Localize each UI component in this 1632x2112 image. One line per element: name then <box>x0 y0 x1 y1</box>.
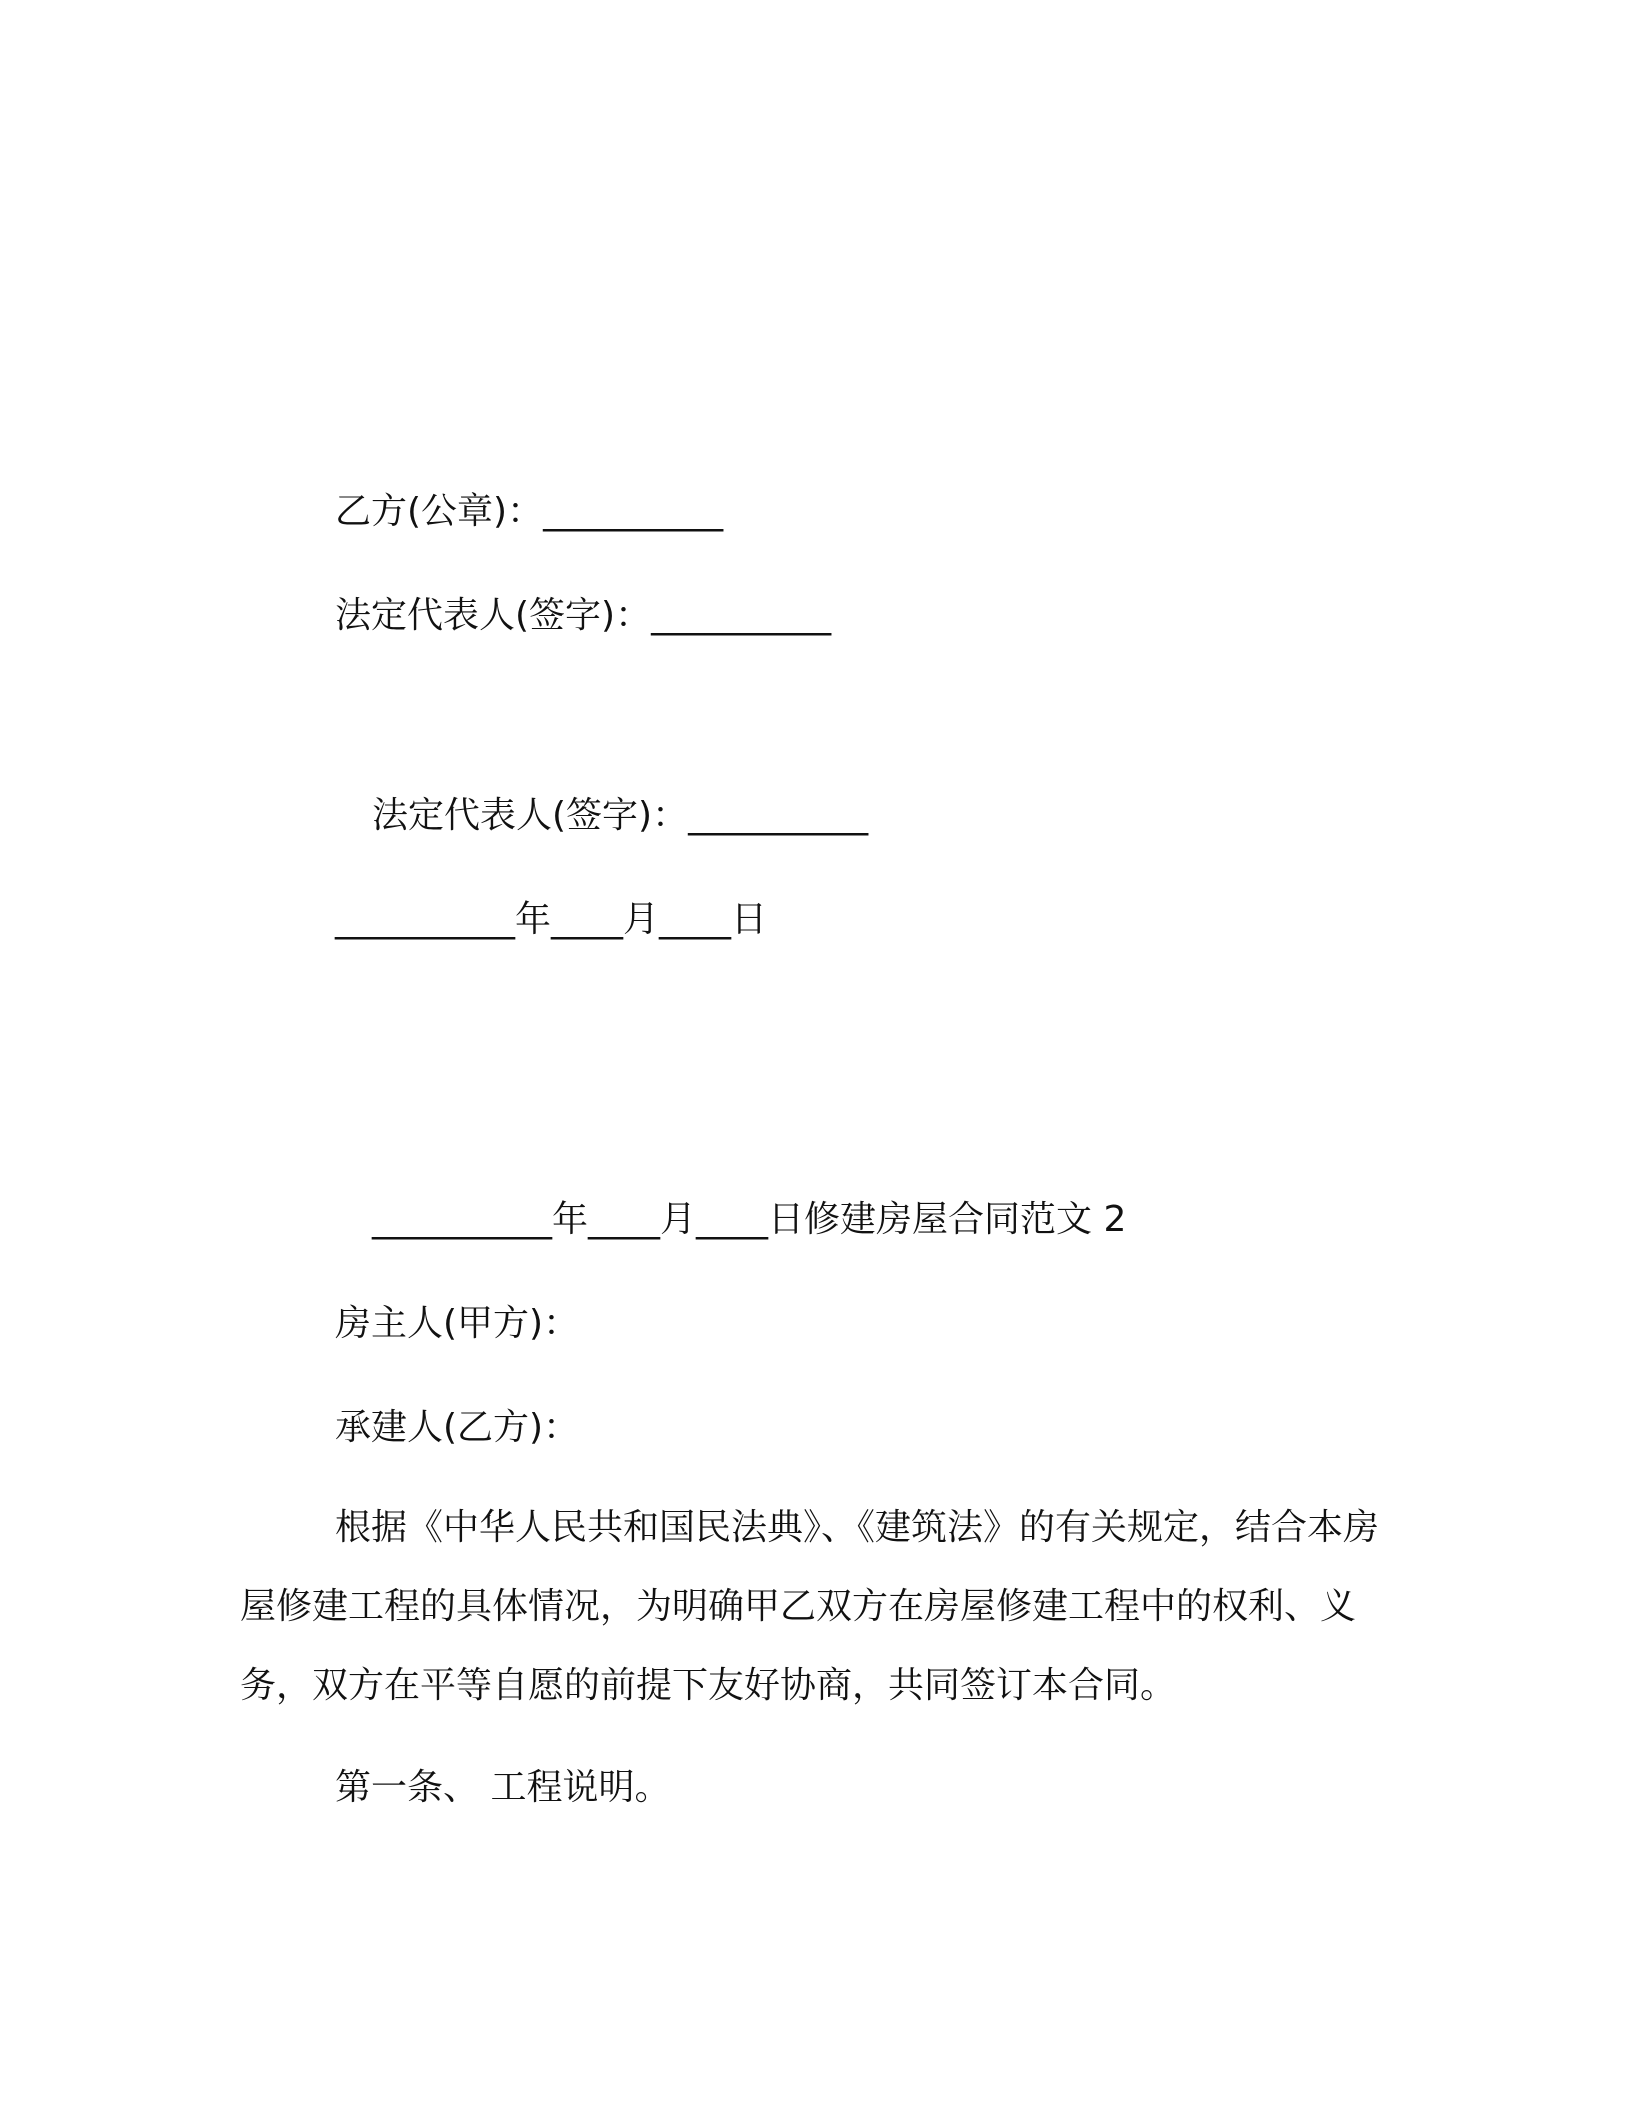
builder-party-b-line: 承建人(乙方)： <box>335 1407 580 1448</box>
party-b-seal-line: 乙方(公章)：__________ <box>335 491 724 532</box>
contract-title: __________年____月____日修建房屋合同范文 2 <box>372 1199 1127 1240</box>
contract-preamble: 根据《中华人民共和国民法典》、《建筑法》的有关规定，结合本房屋修建工程的具体情况，为明确甲乙双方在房屋修建工程中的权利、义务，双方在平等自愿的前提下友好协商，共同签订本合同。 <box>240 1507 1380 1706</box>
owner-party-a-line: 房主人(甲方)： <box>335 1303 580 1344</box>
legal-representative-signature-line: 法定代表人(签字)：__________ <box>372 795 869 836</box>
signature-date-line: __________年____月____日 <box>335 899 767 940</box>
article-1-heading: 第一条、 工程说明。 <box>335 1767 671 1808</box>
legal-representative-signature-line: 法定代表人(签字)：__________ <box>335 595 832 636</box>
